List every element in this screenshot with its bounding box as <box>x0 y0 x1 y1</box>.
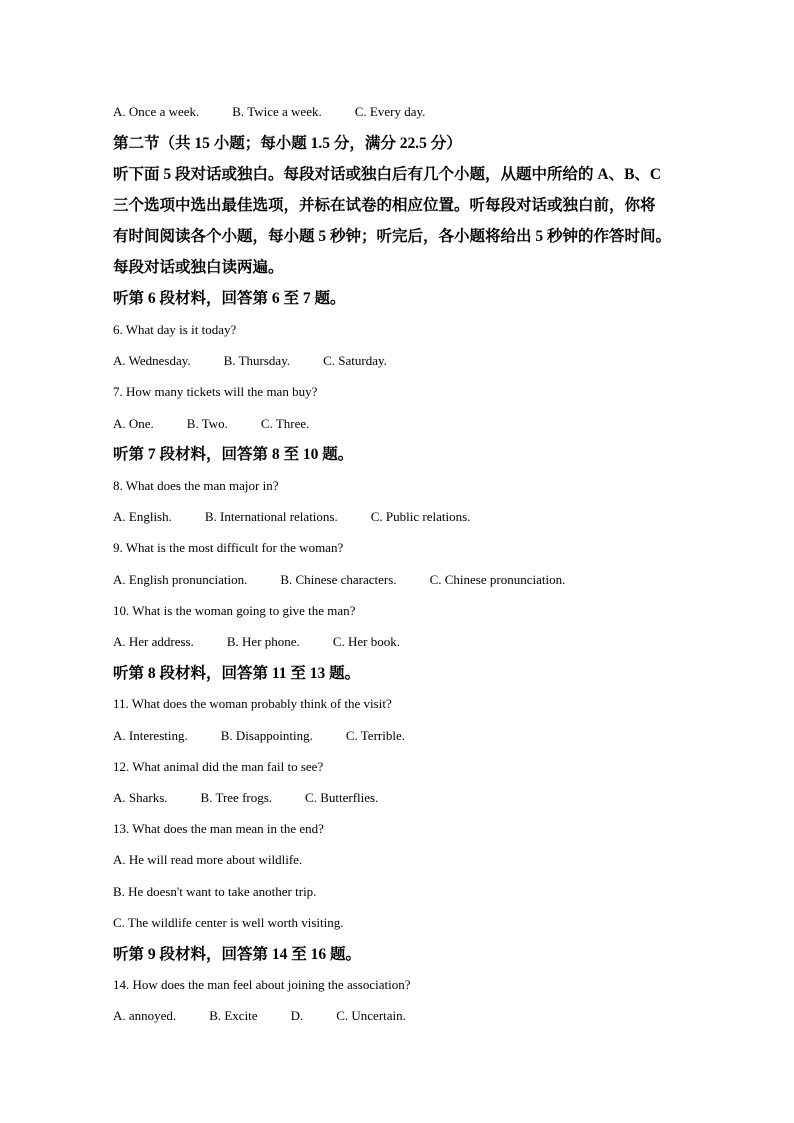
q12-options-row <box>113 790 378 806</box>
q8-option-a: A. English. <box>113 509 172 524</box>
q14-option-d: D. <box>290 1008 304 1023</box>
q8-option-c: C. Public relations. <box>370 509 471 524</box>
q6-option-a: A. Wednesday. <box>113 353 191 368</box>
instructions-line-1: 听下面 5 段对话或独白。每段对话或独白后有几个小题，从题中所给的 A、B、C <box>113 166 662 183</box>
q14-option-c: C. Uncertain. <box>336 1008 406 1023</box>
q9-question: 9. What is the most difficult for the woman? <box>113 540 344 555</box>
instructions-line-3: 有时间阅读各个小题，每小题 5 秒钟；听完后，各小题将给出 5 秒钟的作答时间。 <box>113 228 672 245</box>
q7-option-a: A. One. <box>113 416 154 431</box>
q8-question: 8. What does the man major in? <box>113 478 279 493</box>
q10-question: 10. What is the woman going to give the man? <box>113 603 356 618</box>
instructions-line-2: 三个选项中选出最佳选项，并标在试卷的相应位置。听每段对话或独白前，你将 <box>113 197 656 214</box>
material-7-heading: 听第 7 段材料，回答第 8 至 10 题。 <box>113 446 354 463</box>
section2-heading: 第二节（共 15 小题；每小题 1.5 分，满分 22.5 分） <box>113 135 462 152</box>
instructions-line-4: 每段对话或独白读两遍。 <box>113 259 284 276</box>
q11-options-row <box>113 728 405 744</box>
q8-options-row <box>113 509 470 525</box>
q9-option-c: C. Chinese pronunciation. <box>429 572 566 587</box>
q7-option-b: B. Two. <box>186 416 228 431</box>
q5-option-a: A. Once a week. <box>113 104 200 119</box>
q7-option-c: C. Three. <box>260 416 310 431</box>
q10-option-c: C. Her book. <box>332 634 400 649</box>
q7-options-row <box>113 416 309 432</box>
material-6-heading: 听第 6 段材料，回答第 6 至 7 题。 <box>113 290 346 307</box>
q7-question: 7. How many tickets will the man buy? <box>113 384 318 399</box>
q13-option-b: B. He doesn't want to take another trip. <box>113 884 317 899</box>
q13-option-c: C. The wildlife center is well worth visiting. <box>113 915 344 930</box>
q5-option-c: C. Every day. <box>354 104 426 119</box>
material-9-heading: 听第 9 段材料，回答第 14 至 16 题。 <box>113 946 362 963</box>
q5-options-row <box>113 104 425 120</box>
q8-option-b: B. International relations. <box>204 509 338 524</box>
q14-option-a: A. annoyed. <box>113 1008 177 1023</box>
q6-question: 6. What day is it today? <box>113 322 237 337</box>
q14-options-row <box>113 1008 406 1024</box>
q11-option-b: B. Disappointing. <box>220 728 313 743</box>
q9-option-b: B. Chinese characters. <box>280 572 397 587</box>
q11-option-a: A. Interesting. <box>113 728 188 743</box>
q9-options-row <box>113 572 565 588</box>
q14-option-b: B. Excite <box>209 1008 258 1023</box>
q5-option-b: B. Twice a week. <box>232 104 322 119</box>
q10-option-b: B. Her phone. <box>226 634 300 649</box>
q12-option-a: A. Sharks. <box>113 790 168 805</box>
q10-option-a: A. Her address. <box>113 634 194 649</box>
q6-options-row <box>113 353 387 369</box>
q11-option-c: C. Terrible. <box>345 728 405 743</box>
q13-question: 13. What does the man mean in the end? <box>113 821 324 836</box>
q12-option-b: B. Tree frogs. <box>200 790 273 805</box>
q6-option-b: B. Thursday. <box>223 353 291 368</box>
q12-question: 12. What animal did the man fail to see? <box>113 759 324 774</box>
q9-option-a: A. English pronunciation. <box>113 572 248 587</box>
q10-options-row <box>113 634 400 650</box>
material-8-heading: 听第 8 段材料，回答第 11 至 13 题。 <box>113 665 361 682</box>
q14-question: 14. How does the man feel about joining the association? <box>113 977 411 992</box>
q6-option-c: C. Saturday. <box>323 353 387 368</box>
q11-question: 11. What does the woman probably think of the visit? <box>113 696 392 711</box>
q13-option-a: A. He will read more about wildlife. <box>113 852 303 867</box>
q12-option-c: C. Butterflies. <box>305 790 379 805</box>
